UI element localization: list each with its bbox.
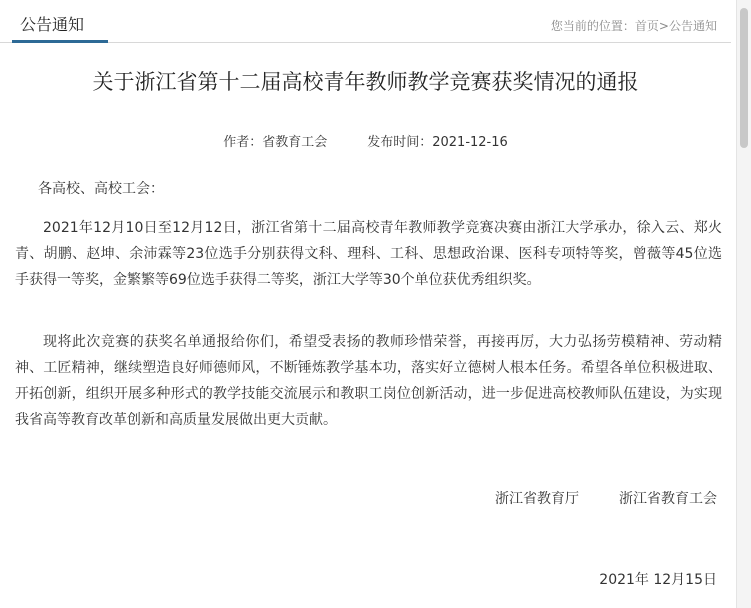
author-label: 作者： — [223, 135, 263, 150]
signatory-education-department: 浙江省教育厅 — [495, 491, 579, 507]
author-name: 省教育工会 — [262, 135, 328, 150]
breadcrumb-current-link[interactable]: 公告通知 — [668, 19, 717, 33]
published-date: 2021-12-16 — [432, 135, 508, 150]
signatory-education-union: 浙江省教育工会 — [619, 491, 717, 507]
breadcrumb-prefix: 您当前的位置： — [550, 19, 635, 33]
salutation: 各高校、高校工会： — [38, 181, 164, 197]
breadcrumb — [551, 19, 717, 33]
published-label: 发布时间： — [367, 135, 433, 150]
top-bar — [0, 0, 731, 44]
divider — [0, 42, 731, 43]
signature-block — [495, 489, 717, 509]
tab-announcements[interactable]: 公告通知 — [20, 15, 85, 34]
scrollbar-thumb[interactable] — [740, 8, 748, 148]
body-paragraph: 2021年12月10日至12月12日，浙江省第十二届高校青年教师教学竞赛决赛由浙江大学承办，徐入云、郑火青、胡鹏、赵坤、余沛霖等23位选手分别获得文科、理科、工科、思想政治课、医科专项特等奖，曾薇等45位选手获得一等奖，金繁繁等69位选手获得二等奖，浙江大学等30个单位获优秀组织奖。 — [15, 220, 722, 288]
page-title: 关于浙江省第十二届高校青年教师教学竞赛获奖情况的通报 — [92, 70, 639, 94]
body-paragraph: 现将此次竞赛的获奖名单通报给你们，希望受表扬的教师珍惜荣誉，再接再厉，大力弘扬劳模精神、劳动精神、工匠精神，继续塑造良好师德师风，不断锤炼教学基本功，落实好立德树人根本任务。希望各单位积极进取、开拓创新，组织开展多种形式的教学技能交流展示和教职工岗位创新活动，进一步促进高校教师队伍建设，为实现我省高等教育改革创新和高质量发展做出更大贡献。 — [15, 334, 722, 428]
active-tab-indicator — [12, 40, 108, 43]
article-meta — [0, 134, 731, 152]
breadcrumb-home-link[interactable]: 首页 — [634, 19, 659, 33]
vertical-scrollbar[interactable] — [736, 0, 751, 608]
breadcrumb-separator: > — [658, 19, 669, 33]
sign-date: 2021年 12月15日 — [599, 572, 717, 588]
